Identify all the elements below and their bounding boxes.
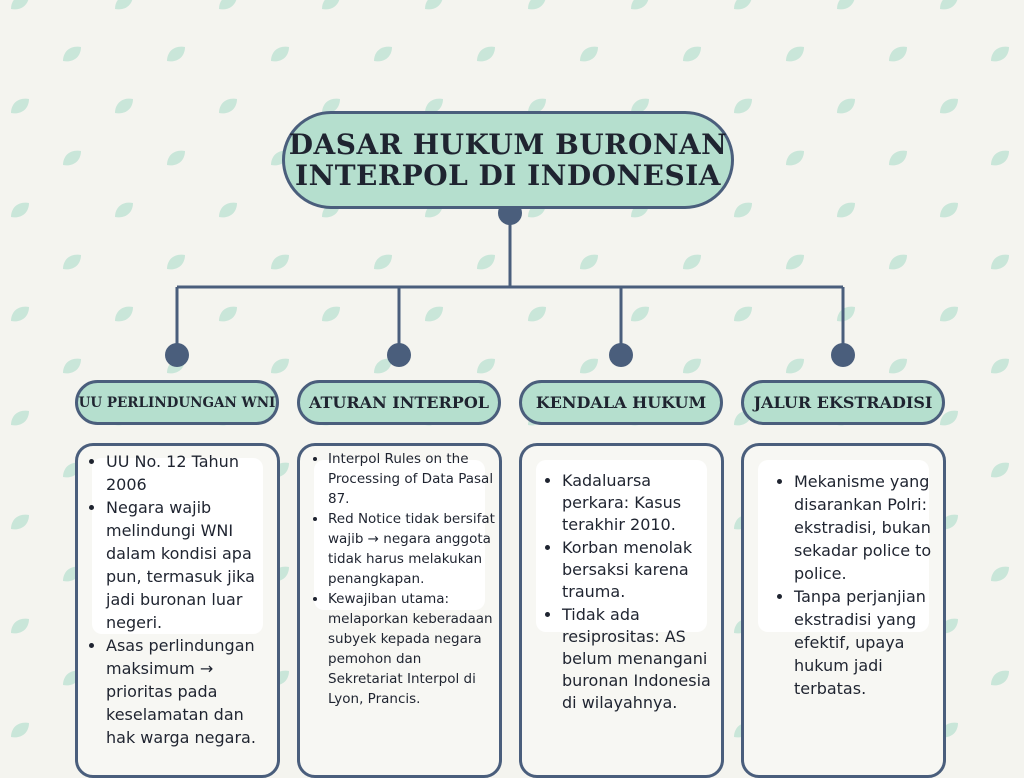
branch-card-1 [75, 443, 280, 778]
diagram-title: DASAR HUKUM BURONAN INTERPOL DI INDONESIA [288, 128, 728, 192]
connector-dot-4 [831, 343, 855, 367]
list-item: • Korban menolak bersaksi karena trauma. [562, 537, 717, 603]
list-item: • Kadaluarsa perkara: Kasus terakhir 2010. [562, 470, 717, 536]
list-item: • Negara wajib melindungi WNI dalam kondisi apa pun, termasuk jika jadi buronan luar negeri. [106, 496, 273, 634]
branch-list [84, 450, 273, 749]
branch-heading-4 [741, 380, 945, 425]
branch-card-3 [519, 443, 724, 778]
branch-heading-label: ATURAN INTERPOL [308, 393, 490, 412]
connector-dot-3 [609, 343, 633, 367]
title-pill [282, 111, 734, 209]
branch-heading-2 [297, 380, 501, 425]
branch-heading-label: JALUR EKSTRADISI [753, 393, 933, 412]
connector-dot-2 [387, 343, 411, 367]
list-item: • Tidak ada resiprositas: AS belum menangani buronan Indonesia di wilayahnya. [562, 604, 717, 714]
list-item: • UU No. 12 Tahun 2006 [106, 450, 273, 496]
branch-heading-label: KENDALA HUKUM [535, 393, 707, 412]
branch-card-2 [297, 443, 502, 778]
branch-heading-label: UU PERLINDUNGAN WNI [78, 394, 276, 411]
branch-list [772, 470, 937, 700]
list-item: • Tanpa perjanjian ekstradisi yang efektif, upaya hukum jadi terbatas. [794, 585, 937, 700]
branch-heading-3 [519, 380, 723, 425]
branch-heading-1 [75, 380, 279, 425]
branch-list [540, 470, 717, 715]
list-item: • Red Notice tidak bersifat wajib → negara anggota tidak harus melakukan penangkapan. [328, 509, 497, 589]
list-item: • Asas perlindungan maksimum → prioritas pada keselamatan dan hak warga negara. [106, 634, 273, 749]
branch-list [306, 449, 497, 709]
list-item: • Mekanisme yang disarankan Polri: ekstradisi, bukan sekadar police to police. [794, 470, 937, 585]
connector-dot-1 [165, 343, 189, 367]
list-item: • Interpol Rules on the Processing of Data Pasal 87. [328, 449, 497, 509]
list-item: • Kewajiban utama: melaporkan keberadaan subyek kepada negara pemohon dan Sekretariat Interpol di Lyon, Prancis. [328, 589, 497, 709]
branch-card-4 [741, 443, 946, 778]
